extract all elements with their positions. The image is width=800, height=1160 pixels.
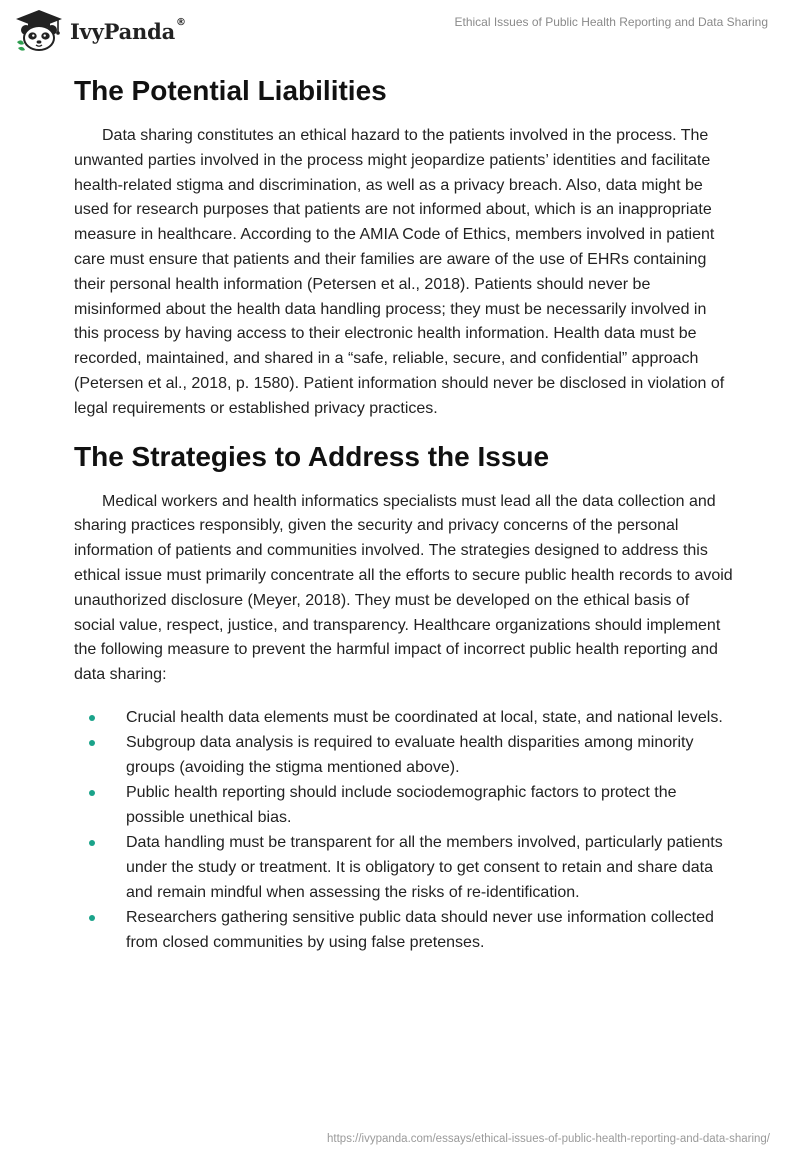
bullet-icon: [89, 715, 95, 721]
list-item-text: Researchers gathering sensitive public data should never use information collected from closed communities by using false pretenses.: [126, 909, 714, 952]
page-header: [0, 0, 800, 60]
list-item-text: Crucial health data elements must be coordinated at local, state, and national levels.: [126, 708, 723, 726]
measures-list: [74, 706, 734, 956]
bullet-icon: [89, 840, 95, 846]
section-paragraph-liabilities: Data sharing constitutes an ethical hazard to the patients involved in the process. The unwanted parties involved in the process might jeopardize patients’ identities and facilitate health-related stigma and discrimination, as well as a privacy breach. Also, data might be used for research purposes that patients are not informed about, which is an inappropriate measure in healthcare. According to the AMIA Code of Ethics, members involved in patient care must ensure that patients and their families are aware of the use of EHRs containing their personal health information (Petersen et al., 2018). Patients should never be misinformed about the health data handling process; they must be necessarily involved in this process by having access to their electronic health information. Health data must be recorded, maintained, and shared in a “safe, reliable, secure, and confidential” approach (Petersen et al., 2018, p. 1580). Patient information should never be disclosed in violation of legal requirements or established privacy practices.: [74, 127, 725, 417]
section-heading-strategies: The Strategies to Address the Issue: [74, 440, 550, 472]
bullet-icon: [89, 740, 95, 746]
list-item: [74, 906, 734, 956]
list-item: [74, 781, 734, 831]
document-title: Ethical Issues of Public Health Reporting and Data Sharing: [454, 15, 768, 29]
list-item: [74, 831, 734, 905]
section-paragraph-strategies: Medical workers and health informatics specialists must lead all the data collection and sharing practices responsibly, given the security and privacy concerns of the personal information of patients and communities involved. The strategies designed to address this ethical issue must primarily concentrate all the efforts to secure public health records to avoid unauthorized disclosure (Meyer, 2018). They must be developed on the ethical basis of social value, respect, justice, and transparency. Healthcare organizations should implement the following measure to prevent the harmful impact of incorrect public health reporting and data sharing:: [74, 492, 733, 684]
list-item-text: Subgroup data analysis is required to evaluate health disparities among minority groups (avoiding the stigma mentioned above).: [126, 734, 694, 777]
list-item: [74, 731, 734, 781]
essay-content: [74, 70, 734, 956]
bullet-icon: [89, 790, 95, 796]
bullet-icon: [89, 915, 95, 921]
list-item-text: Public health reporting should include sociodemographic factors to protect the possible unethical bias.: [126, 784, 677, 827]
list-item-text: Data handling must be transparent for all the members involved, particularly patients under the study or treatment. It is obligatory to get consent to retain and share data and remain mindful when assessing the risks of re-identification.: [126, 834, 723, 902]
ivypanda-logo[interactable]: [14, 8, 186, 52]
panda-graduate-icon: [14, 8, 64, 52]
footer-source-link[interactable]: https://ivypanda.com/essays/ethical-issues-of-public-health-reporting-and-data-sharing/: [327, 1133, 770, 1145]
section-heading-liabilities: The Potential Liabilities: [74, 75, 387, 106]
registered-mark: ®: [176, 16, 186, 28]
list-item: [74, 706, 734, 731]
logo-text: IvyPanda®: [70, 16, 186, 44]
